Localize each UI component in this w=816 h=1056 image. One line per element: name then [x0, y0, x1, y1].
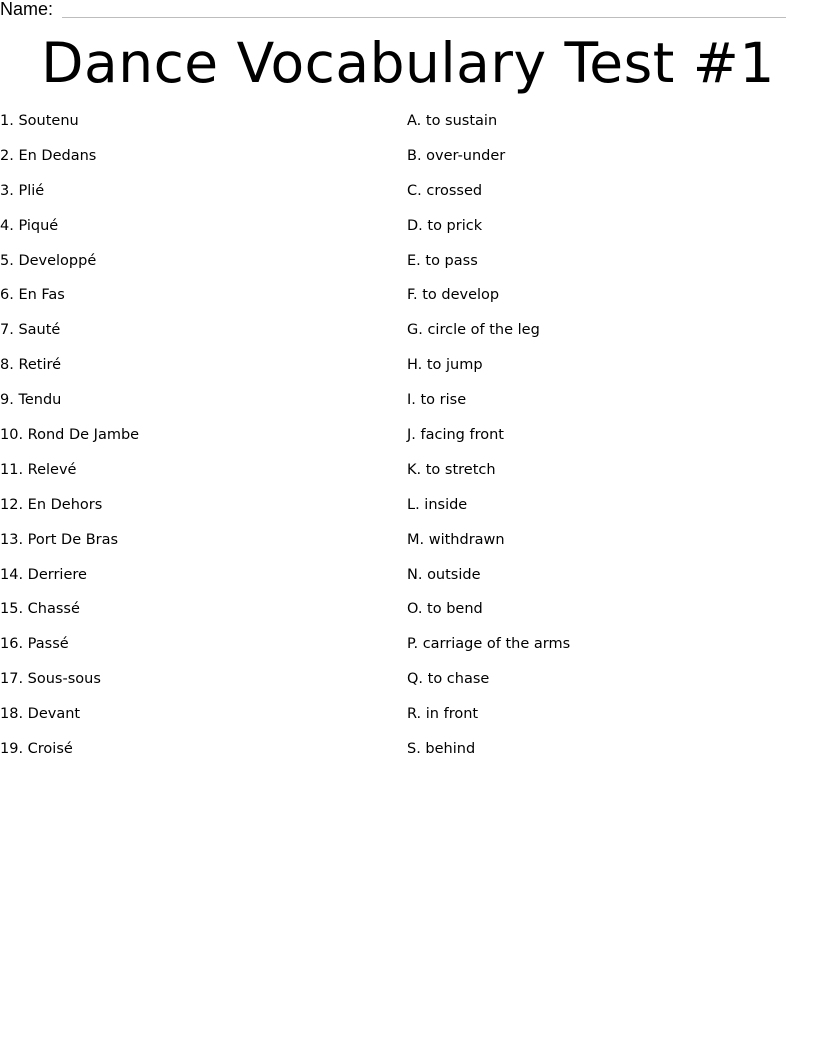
definition-item: O. to bend [407, 601, 483, 618]
term-item: 4. Piqué [0, 217, 59, 234]
definition-item: I. to rise [407, 392, 467, 409]
term-item: 13. Port De Bras [0, 531, 119, 548]
term-item: 3. Plié [0, 182, 45, 199]
definition-item: J. facing front [407, 427, 504, 444]
definition-item: F. to develop [407, 287, 500, 304]
term-item: 15. Chassé [0, 601, 80, 618]
definitions-list [407, 111, 807, 774]
definition-item: B. over-under [407, 147, 506, 164]
name-label: Name: [0, 0, 54, 19]
term-item: 9. Tendu [0, 392, 62, 409]
definition-item: Q. to chase [407, 671, 490, 688]
definition-item: L. inside [407, 496, 468, 513]
definition-item: N. outside [407, 566, 481, 583]
term-item: 18. Devant [0, 706, 81, 723]
definition-item: P. carriage of the arms [407, 636, 571, 653]
name-blank-line[interactable] [62, 17, 786, 18]
definition-item: C. crossed [407, 182, 483, 199]
definition-item: E. to pass [407, 252, 478, 269]
term-item: 2. En Dedans [0, 147, 97, 164]
term-item: 5. Developpé [0, 252, 97, 269]
term-item: 14. Derriere [0, 566, 87, 583]
name-row [0, 0, 786, 20]
term-item: 16. Passé [0, 636, 69, 653]
definition-item: G. circle of the leg [407, 322, 540, 339]
definition-item: K. to stretch [407, 461, 496, 478]
term-item: 1. Soutenu [0, 113, 79, 129]
definition-item: M. withdrawn [407, 531, 505, 548]
term-item: 12. En Dehors [0, 496, 103, 513]
terms-list [0, 111, 380, 774]
definition-item: R. in front [407, 706, 479, 723]
definition-item: D. to prick [407, 217, 483, 234]
definition-item: S. behind [407, 741, 476, 758]
term-item: 7. Sauté [0, 322, 61, 339]
term-item: 6. En Fas [0, 287, 65, 304]
page-title: Dance Vocabulary Test #1 [41, 31, 775, 95]
term-item: 11. Relevé [0, 461, 77, 478]
term-item: 19. Croisé [0, 741, 73, 758]
term-item: 17. Sous-sous [0, 671, 101, 688]
definition-item: H. to jump [407, 357, 483, 374]
term-item: 10. Rond De Jambe [0, 427, 140, 444]
definition-item: A. to sustain [407, 113, 498, 129]
term-item: 8. Retiré [0, 357, 62, 374]
